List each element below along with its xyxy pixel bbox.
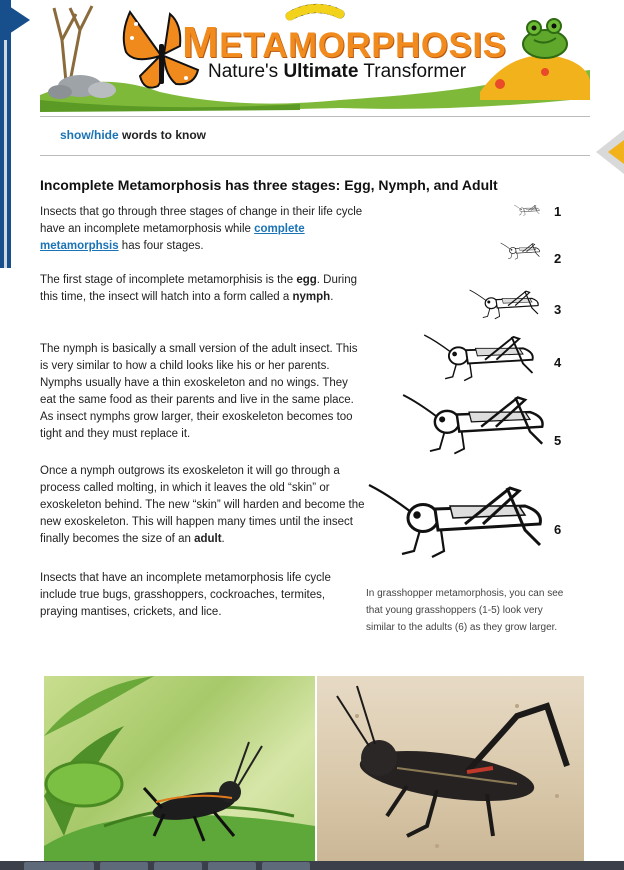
figure-caption: In grasshopper metamorphosis, you can see that young grasshoppers (1-5) look very similar to the adults (6) as they grow larger. (366, 588, 564, 633)
p2-text-c: . (330, 291, 334, 303)
grasshopper-stages-figure (360, 195, 560, 575)
paragraph-3: The nymph is basically a small version of the adult insect. This is very similar to how a child looks like his or her parents. Nymphs usually have a thin exoskeleton and no wings. They eat the same food as their parents and live in the same place. As insect nymphs grow larger, their exoskeleton becomes too tight and they must replace it. (40, 343, 358, 440)
taskbar-button-1[interactable] (24, 862, 94, 870)
complete-metamorphosis-link[interactable]: complete metamorphsis (40, 223, 305, 252)
caterpillar-icon (290, 8, 340, 16)
show-hide-link[interactable]: show/hide (60, 128, 119, 142)
p4-term-adult: adult (194, 533, 222, 545)
taskbar-button-3[interactable] (154, 862, 202, 870)
rocks-icon (48, 75, 116, 99)
stage-label-3: 3 (554, 302, 562, 317)
paragraph-2 (40, 272, 365, 306)
site-subtitle (208, 61, 466, 83)
stage-label-1: 1 (554, 204, 562, 219)
p1-text-b: has four stages. (118, 240, 204, 252)
stage-label-6: 6 (554, 522, 562, 537)
toggle-text: words to know (118, 128, 207, 142)
subtitle-bold: Ultimate (283, 61, 359, 82)
photo-nymph-on-leaf (44, 676, 315, 870)
left-tab-stripe (4, 40, 7, 268)
photo-adult-grasshopper (317, 676, 584, 870)
subtitle-post: Transformer (358, 61, 467, 82)
words-to-know-toggle (60, 128, 206, 142)
stage-label-2: 2 (554, 251, 562, 266)
frog-icon (523, 19, 567, 58)
taskbar-button-4[interactable] (208, 862, 256, 870)
p4-text-b: . (221, 533, 225, 545)
nymph-photo-art (44, 676, 315, 870)
toggle-divider (40, 155, 590, 156)
p2-text-b: . During this time, the insect will hatch into a form called a (40, 274, 358, 303)
p2-term-nymph: nymph (292, 291, 331, 303)
taskbar-button-2[interactable] (100, 862, 148, 870)
p4-text-a: Once a nymph outgrows its exoskeleton it will go through a process called molting, in which it leaves the old “skin” or exoskeleton behind. The new “skin” will harden and become the new exoskeleton. This will happen many times until the insect finally becomes the size of an (40, 465, 365, 545)
right-tab-arrow-icon[interactable] (608, 140, 624, 164)
adult-photo-art (317, 676, 584, 870)
p2-term-egg: egg (296, 274, 317, 286)
adult-grasshopper-icon (337, 686, 567, 836)
p2-text-a: The first stage of incomplete metamorphisis is the (40, 274, 297, 286)
paragraph-4 (40, 463, 365, 548)
header-banner (40, 0, 590, 112)
stage-label-5: 5 (554, 433, 562, 448)
twigs-icon (54, 6, 92, 82)
left-tab-arrow-icon[interactable] (0, 0, 30, 40)
title-initial: M (182, 18, 220, 67)
title-rest: ETAMORPHOSIS (219, 26, 507, 65)
section-heading: Incomplete Metamorphosis has three stages: Egg, Nymph, and Adult (40, 177, 498, 193)
top-divider (40, 116, 590, 117)
p1-text-a: Insects that go through three stages of change in their life cycle have an incomplete metamorphosis while (40, 206, 363, 235)
stage-label-4: 4 (554, 355, 562, 370)
paragraph-5: Insects that have an incomplete metamorphosis life cycle include true bugs, grasshoppers, cockroaches, termites, praying mantises, crickets, and lice. (40, 572, 331, 618)
subtitle-pre: Nature's (208, 61, 284, 82)
taskbar-button-5[interactable] (262, 862, 310, 870)
paragraph-1 (40, 204, 365, 255)
